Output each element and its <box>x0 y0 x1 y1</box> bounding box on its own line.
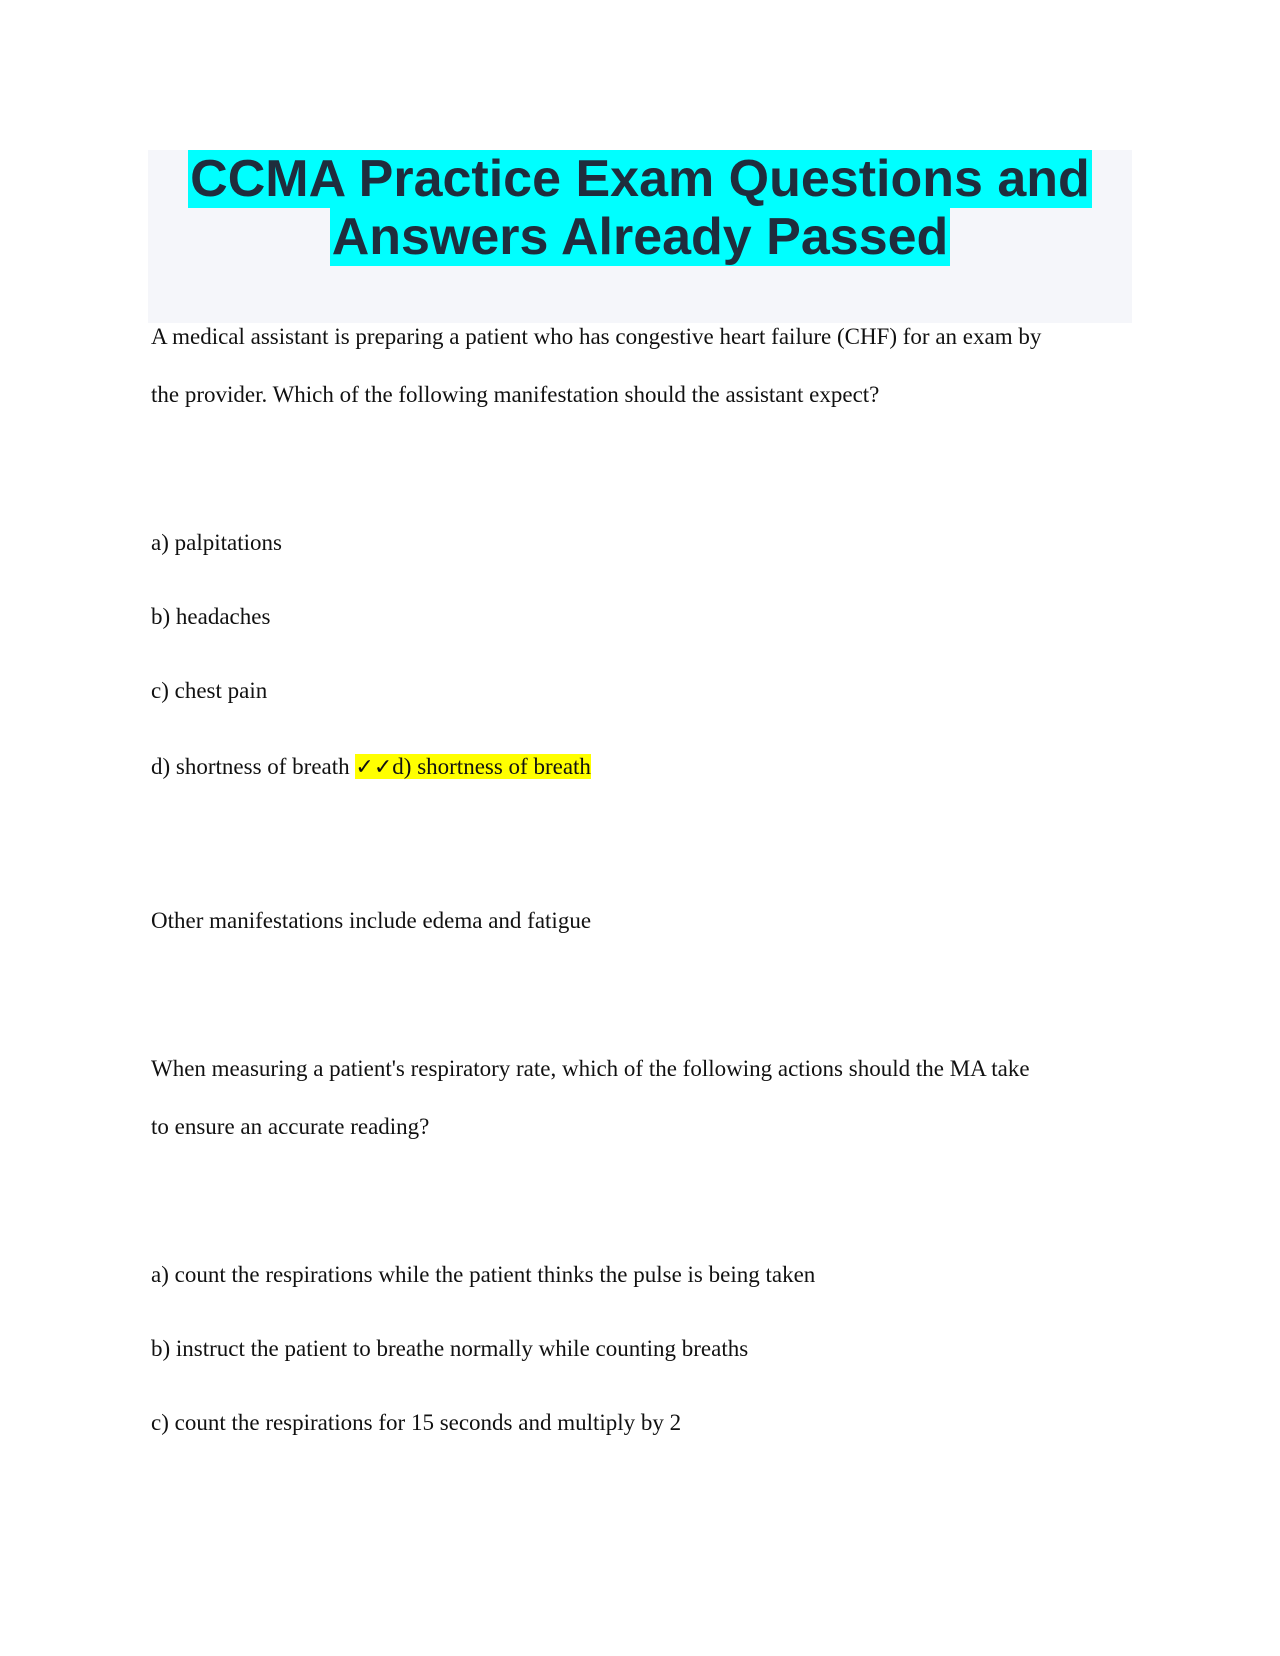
question-2-text-line-2: to ensure an accurate reading? <box>151 1114 430 1139</box>
title-row-2 <box>148 208 1132 266</box>
document-title-line-2: Answers Already Passed <box>331 208 949 266</box>
question-1-option-c: c) chest pain <box>151 678 268 703</box>
title-row-1 <box>148 150 1132 208</box>
question-1-explanation: Other manifestations include edema and fatigue <box>151 908 592 933</box>
question-2-option-c: c) count the respirations for 15 seconds and multiply by 2 <box>151 1410 682 1435</box>
document-title-line-1: CCMA Practice Exam Questions and <box>190 150 1090 208</box>
question-2-option-a: a) count the respirations while the patient thinks the pulse is being taken <box>151 1262 816 1287</box>
question-1-option-b: b) headaches <box>151 604 271 629</box>
check-icon: ✓✓ <box>355 755 393 780</box>
question-1-option-d: d) shortness of breath <box>151 754 350 779</box>
question-1-text-line-2: the provider. Which of the following manifestation should the assistant expect? <box>151 382 880 407</box>
question-2-option-b: b) instruct the patient to breathe normally while counting breaths <box>151 1336 749 1361</box>
question-1-option-a: a) palpitations <box>151 530 282 555</box>
answer-highlight <box>355 754 591 779</box>
title-block <box>148 150 1132 323</box>
question-2-text-line-1: When measuring a patient's respiratory rate, which of the following actions should the MA take <box>151 1056 1030 1081</box>
question-1-option-d-row <box>151 752 591 783</box>
question-1-text-line-1: A medical assistant is preparing a patient who has congestive heart failure (CHF) for an exam by <box>151 324 1042 349</box>
answer-text: d) shortness of breath <box>392 754 591 779</box>
